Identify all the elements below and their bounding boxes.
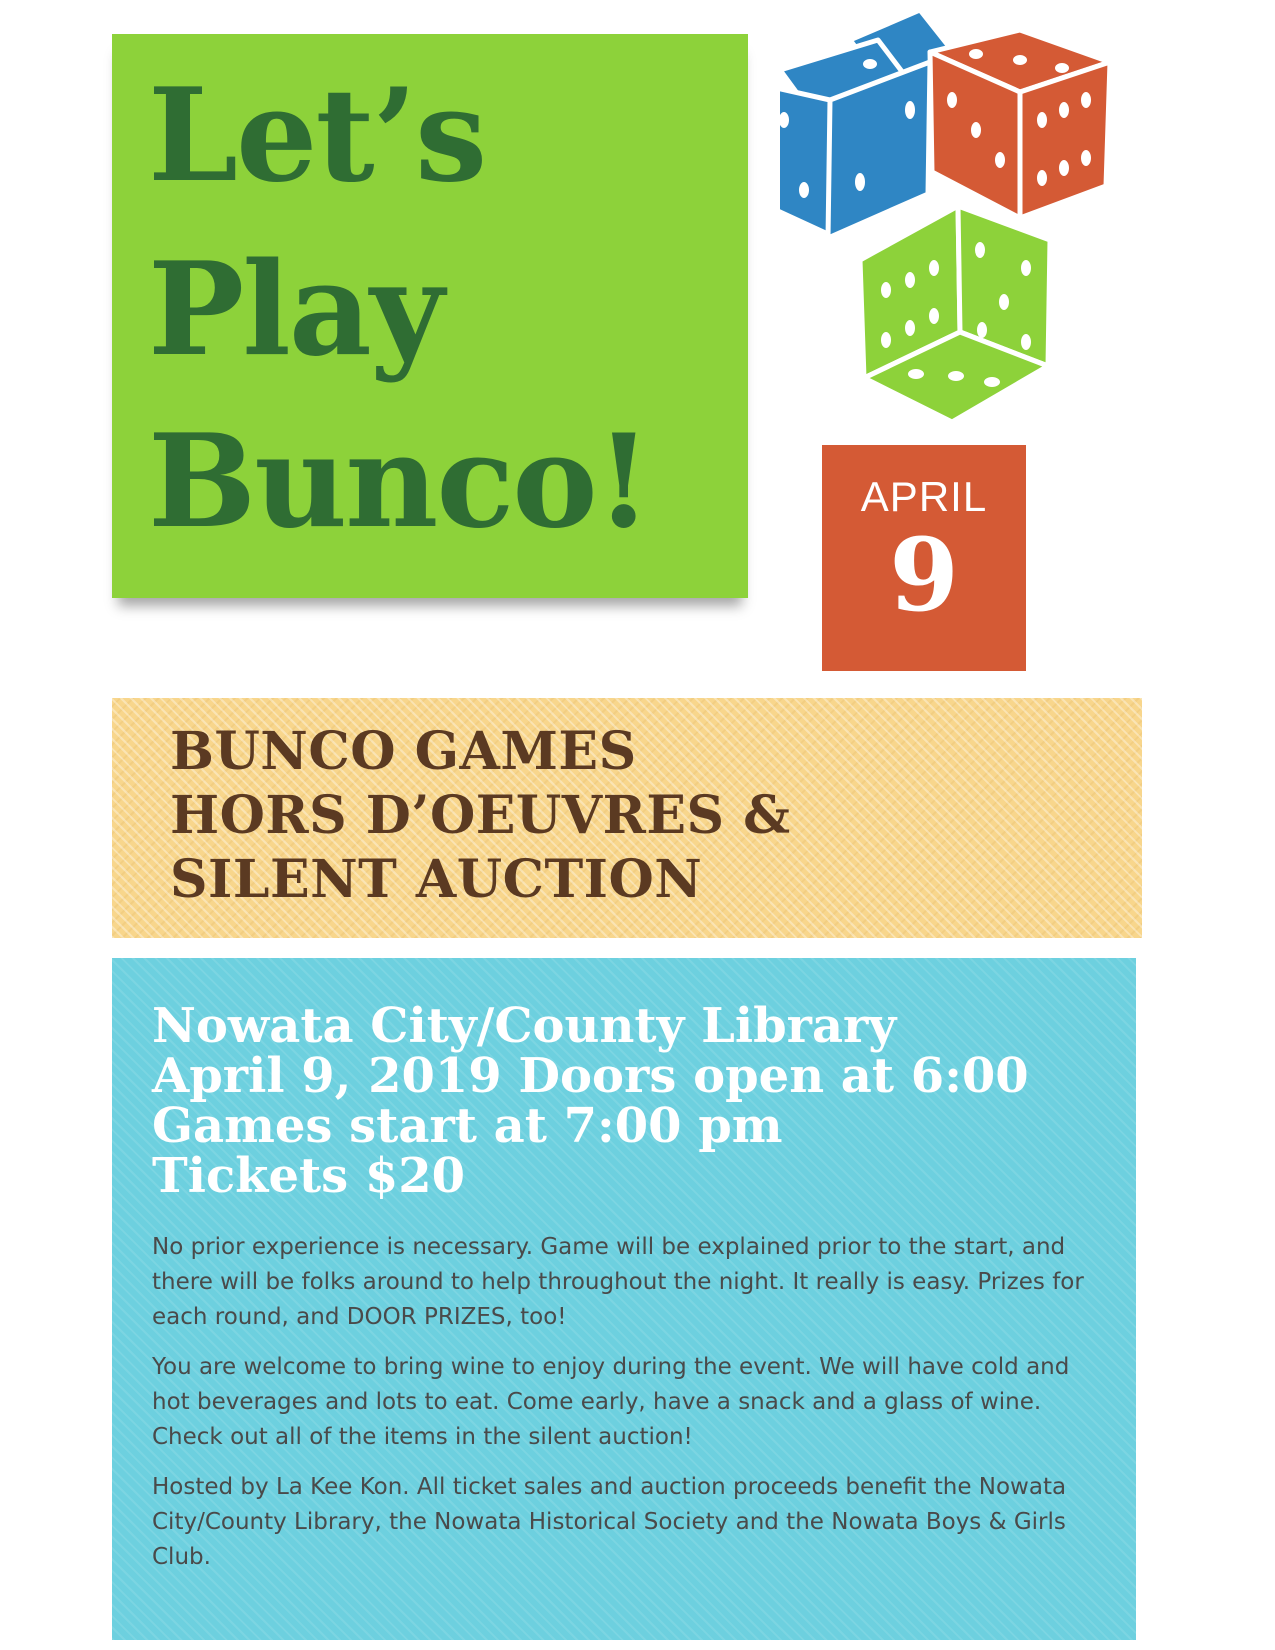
venue-heading: Nowata City/County Library	[152, 998, 897, 1054]
event-line-2: HORS D’OEUVRES &	[170, 785, 791, 846]
date-badge	[822, 445, 1026, 671]
title-line-1: Let’s	[148, 61, 486, 211]
tickets-heading: Tickets $20	[152, 1148, 466, 1204]
date-month: APRIL	[860, 473, 988, 520]
date-doors-heading: April 9, 2019 Doors open at 6:00	[152, 1048, 1029, 1104]
title-line-2: Play	[148, 235, 443, 385]
events-banner	[112, 698, 1142, 938]
paragraph-wine: You are welcome to bring wine to enjoy during the event. We will have cold and hot beverages and lots to eat. Come early, have a snack and a glass of wine. Check out all of the items in the silent auction!	[152, 1354, 1070, 1450]
paragraph-hosted: Hosted by La Kee Kon. All ticket sales and auction proceeds benefit the Nowata City/County Library, the Nowata Historical Society and the Nowata Boys & Girls Club.	[152, 1474, 1067, 1570]
paragraph-experience: No prior experience is necessary. Game will be explained prior to the start, and there will be folks around to help throughout the night. It really is easy. Prizes for each round, and DOOR PRIZES, too!	[152, 1234, 1084, 1330]
title-banner	[112, 34, 748, 598]
details-panel	[112, 958, 1136, 1640]
red-die-icon	[930, 30, 1110, 218]
event-line-1: BUNCO GAMES	[170, 721, 637, 782]
date-day: 9	[889, 516, 959, 634]
title-line-3: Bunco!	[148, 407, 650, 557]
games-start-heading: Games start at 7:00 pm	[152, 1098, 783, 1154]
event-line-3: SILENT AUCTION	[170, 849, 703, 910]
dice-icon	[780, 10, 1170, 430]
green-die-icon	[860, 206, 1050, 422]
